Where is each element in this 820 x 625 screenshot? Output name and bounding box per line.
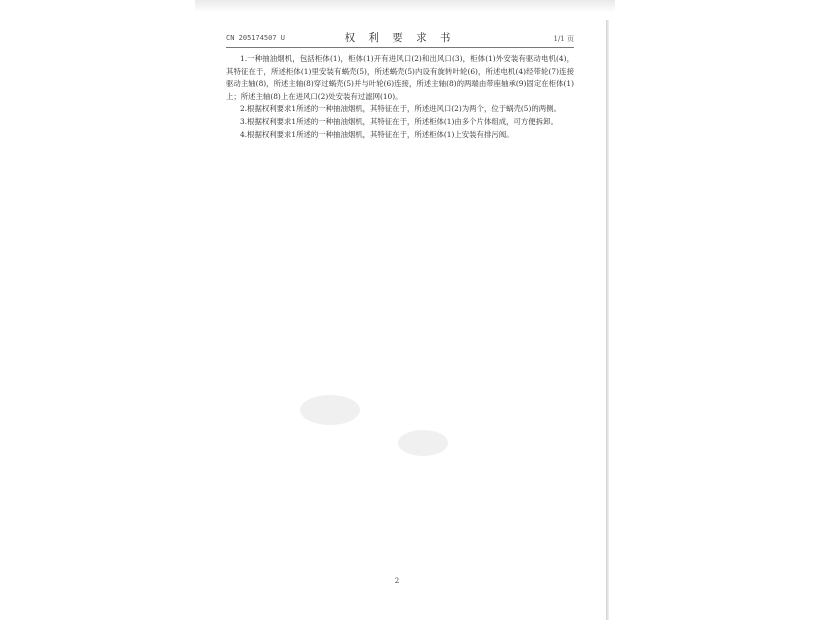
scan-smudge — [398, 430, 448, 456]
claim-1: 1.一种抽油烟机，包括柜体(1)，柜体(1)开有进风口(2)和出风口(3)，柜体(1)外安装有驱动电机(4)，其特征在于，所述柜体(1)里安装有蜗壳(5)，所述蜗壳(5)内设有旋转叶轮(6)，所述电机(4)经带轮(7)连接驱动主轴(8)，所述主轴(8)穿过蜗壳(5)并与叶轮(6)连接，所述主轴(8)的两端由带座轴承(9)固定在柜体(1)上；所述主轴(8)上在进风口(2)处安装有过滤网(10)。 — [226, 54, 574, 101]
header-rule — [226, 47, 574, 48]
scan-edge-top — [195, 0, 615, 12]
document-number: CN 205174507 U — [226, 34, 286, 42]
claim-4: 4.根据权利要求1所述的一种抽油烟机，其特征在于，所述柜体(1)上安装有排污阀。 — [240, 129, 514, 139]
scan-edge-right — [606, 20, 609, 620]
page-number: 2 — [394, 577, 400, 585]
page-title: 权 利 要 求 书 — [344, 32, 456, 44]
page-count: 1/1 页 — [553, 35, 574, 43]
claim-3: 3.根据权利要求1所述的一种抽油烟机，其特征在于，所述柜体(1)由多个片体组成，可方便拆卸。 — [240, 116, 558, 126]
scan-smudge — [300, 395, 360, 425]
claim-2: 2.根据权利要求1所述的一种抽油烟机，其特征在于，所述进风口(2)为两个，位于蜗壳(5)的两侧。 — [240, 104, 561, 114]
page-header — [226, 30, 574, 46]
claims-body — [226, 53, 574, 141]
